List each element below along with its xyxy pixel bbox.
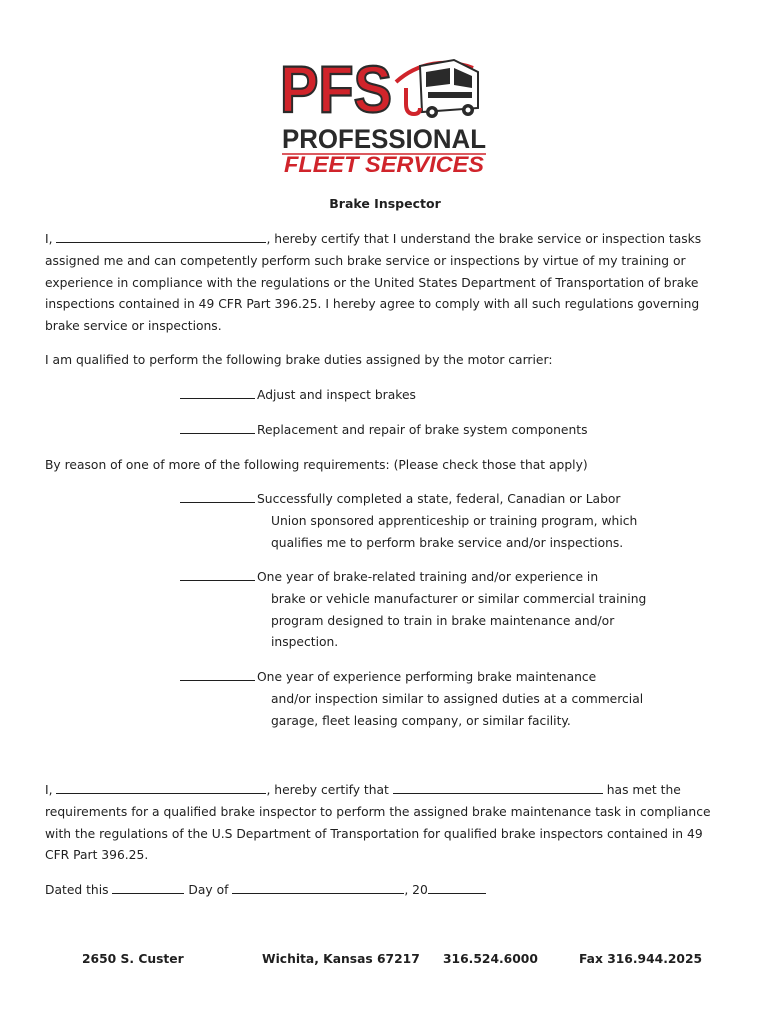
requirement-item: Successfully completed a state, federal, Canadian or Labor Union sponsored apprenticeship or training program, which qualifies me to perform brake service and/or inspections.: [180, 489, 700, 554]
requirement-item: One year of experience performing brake maintenance and/or inspection similar to assigned duties at a commercial garage, fleet leasing company, or similar facility.: [180, 667, 700, 732]
certifier-name-blank[interactable]: [56, 781, 266, 794]
cert-line: assigned me and can competently perform such brake service or inspections by virtue of my training or: [45, 253, 686, 268]
footer-fax: Fax 316.944.2025: [579, 952, 703, 966]
duties-intro: I am qualified to perform the following brake duties assigned by the motor carrier:: [45, 353, 553, 367]
logo-abbr: PFS: [280, 52, 392, 126]
footer-city: Wichita, Kansas 67217: [262, 952, 420, 966]
cert2-line: with the regulations of the U.S Department of Transportation for qualified brake inspectors contained in 49: [45, 826, 703, 841]
truck-icon: [420, 60, 478, 118]
requirement-check-blank[interactable]: [180, 568, 255, 581]
cert2-line: requirements for a qualified brake inspector to perform the assigned brake maintenance task in compliance: [45, 804, 711, 819]
page-title: Brake Inspector: [329, 196, 441, 211]
duty-item: Adjust and inspect brakes: [180, 385, 700, 407]
duty-item: Replacement and repair of brake system components: [180, 420, 700, 442]
logo-line2: FLEET SERVICES: [284, 152, 485, 176]
requirement-check-blank[interactable]: [180, 668, 255, 681]
inspector-name-blank[interactable]: [393, 781, 603, 794]
tow-hook-icon: [406, 88, 420, 114]
cert-line: brake service or inspections.: [45, 319, 222, 334]
day-blank[interactable]: [112, 881, 184, 894]
certification-paragraph: [45, 229, 725, 338]
logo-line1: PROFESSIONAL: [282, 124, 486, 154]
requirement-item: One year of brake-related training and/or experience in brake or vehicle manufacturer or similar commercial training program designed to train in brake maintenance and/or inspection.: [180, 567, 700, 654]
year-blank[interactable]: [428, 881, 486, 894]
duty-check-blank[interactable]: [180, 386, 255, 399]
footer-address: 2650 S. Custer: [82, 952, 184, 966]
name-blank[interactable]: [56, 230, 266, 243]
cert2-first-line: I, , hereby certify that has met the: [45, 783, 681, 797]
dated-line: Dated this Day of , 20: [45, 880, 725, 902]
duty-check-blank[interactable]: [180, 421, 255, 434]
month-blank[interactable]: [232, 881, 404, 894]
requirements-intro: By reason of one of more of the following requirements: (Please check those that apply): [45, 458, 588, 472]
cert-line: experience in compliance with the regulations or the United States Department of Transportation of brake: [45, 275, 699, 290]
cert-line: inspections contained in 49 CFR Part 396.25. I hereby agree to comply with all such regulations governing: [45, 297, 700, 312]
supervisor-certification: [45, 780, 725, 867]
requirement-check-blank[interactable]: [180, 490, 255, 503]
footer-phone: 316.524.6000: [443, 952, 538, 966]
pfs-logo: [278, 52, 490, 176]
cert2-line: CFR Part 396.25.: [45, 848, 149, 863]
footer-contact: [0, 952, 770, 972]
cert-first-line: I, , hereby certify that I understand the brake service or inspection tasks: [45, 232, 702, 246]
